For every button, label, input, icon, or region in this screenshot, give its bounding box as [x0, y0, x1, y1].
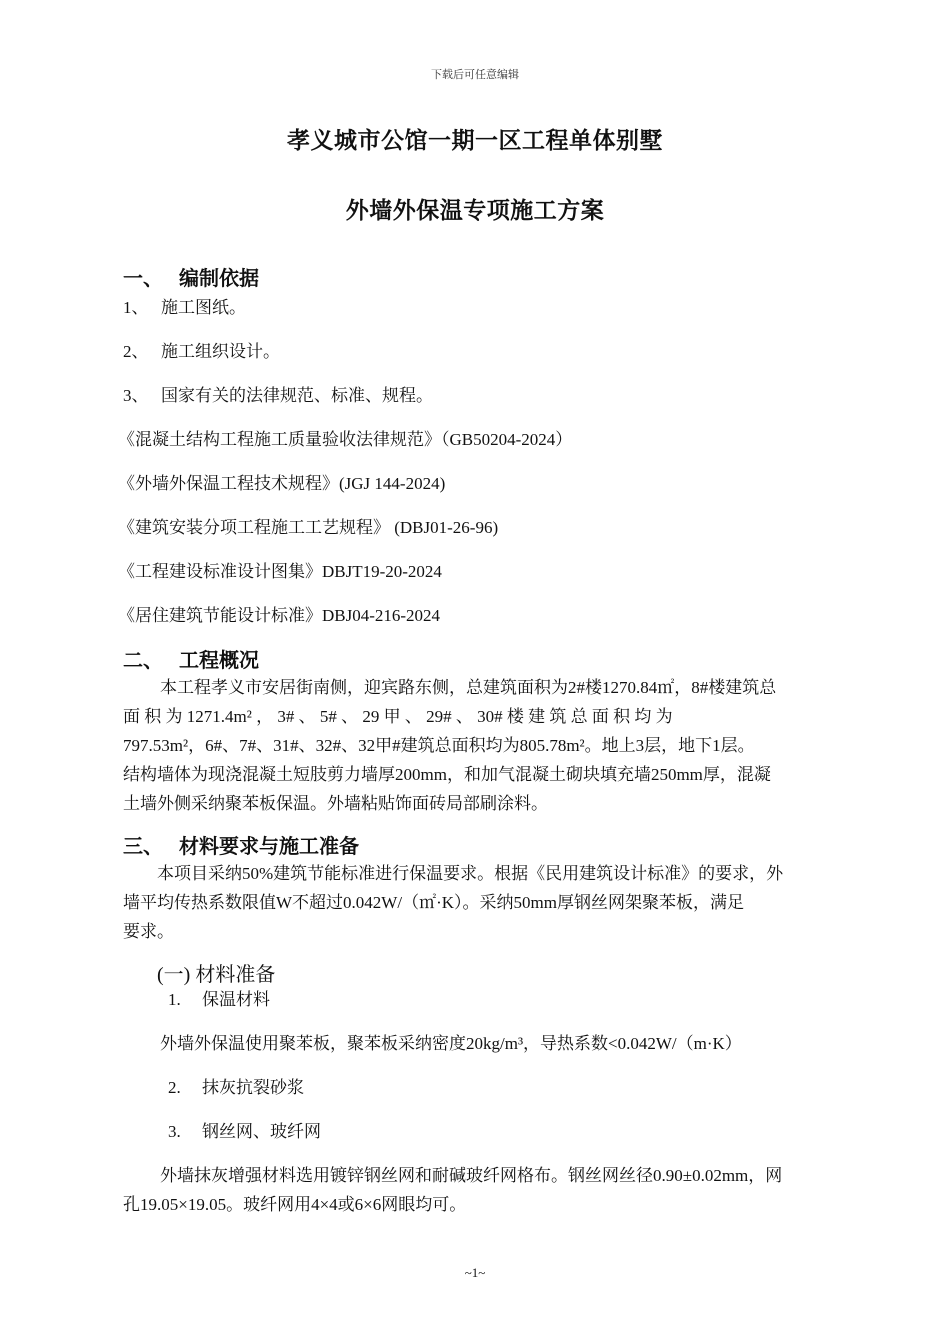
material-description: 外墙外保温使用聚苯板，聚苯板采纳密度20kg/m³，导热系数<0.042W/（m·K） — [160, 1034, 742, 1053]
materials-line: 要求。 — [123, 922, 174, 941]
material-description: 孔19.05×19.05。玻纤网用4×4或6×6网眼均可。 — [123, 1195, 467, 1214]
standard-reference: 《混凝土结构工程施工质量验收法律规范》（GB50204-2024） — [118, 430, 573, 449]
basis-item — [123, 337, 280, 362]
item-text: 施工组织设计。 — [161, 342, 280, 361]
material-item — [168, 1073, 304, 1098]
item-text: 抹灰抗裂砂浆 — [202, 1078, 304, 1097]
material-description: 外墙抹灰增强材料选用镀锌钢丝网和耐碱玻纤网格布。钢丝网丝径0.90±0.02mm，网 — [160, 1166, 783, 1185]
document-title-line-2: 外墙外保温专项施工方案 — [345, 198, 605, 224]
item-text: 保温材料 — [202, 990, 270, 1009]
overview-line: 本工程孝义市安居街南侧，迎宾路东侧，总建筑面积为2#楼1270.84㎡，8#楼建筑总 — [160, 678, 777, 697]
item-text: 国家有关的法律规范、标准、规程。 — [161, 386, 433, 405]
section-heading-materials — [123, 830, 359, 859]
material-item — [168, 985, 270, 1010]
section-heading-basis — [123, 262, 259, 291]
overview-line: 797.53m²，6#、7#、31#、32#、32甲#建筑总面积均为805.78m²。地上3层，地下1层。 — [123, 736, 755, 755]
section-title: 编制依据 — [179, 266, 259, 290]
subsection-heading: (一) 材料准备 — [157, 964, 276, 986]
materials-line: 墙平均传热系数限值W不超过0.042W/（㎡·K）。采纳50mm厚钢丝网架聚苯板，满足 — [123, 893, 744, 912]
overview-line: 面 积 为 1271.4m² ， 3# 、 5# 、 29 甲 、 29# 、 30# 楼 建 筑 总 面 积 均 为 — [123, 707, 673, 726]
standard-reference: 《建筑安装分项工程施工工艺规程》 (DBJ01-26-96) — [118, 518, 499, 537]
material-item — [168, 1117, 321, 1142]
item-text: 钢丝网、玻纤网 — [202, 1122, 321, 1141]
overview-line: 土墙外侧采纳聚苯板保温。外墙粘贴饰面砖局部刷涂料。 — [123, 794, 548, 813]
header-note: 下载后可任意编辑 — [431, 69, 519, 81]
item-text: 施工图纸。 — [161, 298, 246, 317]
basis-item — [123, 381, 433, 406]
page-number: ~1~ — [464, 1265, 486, 1280]
item-index: 3. — [168, 1122, 181, 1141]
basis-item — [123, 293, 246, 318]
section-number: 一、 — [123, 266, 163, 290]
standard-reference: 《外墙外保温工程技术规程》(JGJ 144-2024) — [118, 474, 446, 493]
overview-line: 结构墙体为现浇混凝土短肢剪力墙厚200mm，和加气混凝土砌块填充墙250mm厚，混凝 — [123, 765, 771, 784]
section-title: 工程概况 — [179, 648, 259, 672]
item-index: 2. — [168, 1078, 181, 1097]
section-title: 材料要求与施工准备 — [179, 834, 359, 858]
section-number: 二、 — [123, 648, 163, 672]
item-index: 3、 — [123, 386, 149, 405]
standard-reference: 《工程建设标准设计图集》DBJT19-20-2024 — [118, 562, 442, 581]
item-index: 1. — [168, 990, 181, 1009]
item-index: 2、 — [123, 342, 149, 361]
document-title-line-1: 孝义城市公馆一期一区工程单体别墅 — [287, 128, 663, 154]
item-index: 1、 — [123, 298, 149, 317]
section-number: 三、 — [123, 834, 163, 858]
materials-line: 本项目采纳50%建筑节能标准进行保温要求。根据《民用建筑设计标准》的要求，外 — [157, 864, 784, 883]
standard-reference: 《居住建筑节能设计标准》DBJ04-216-2024 — [118, 606, 441, 625]
section-heading-overview — [123, 644, 259, 673]
